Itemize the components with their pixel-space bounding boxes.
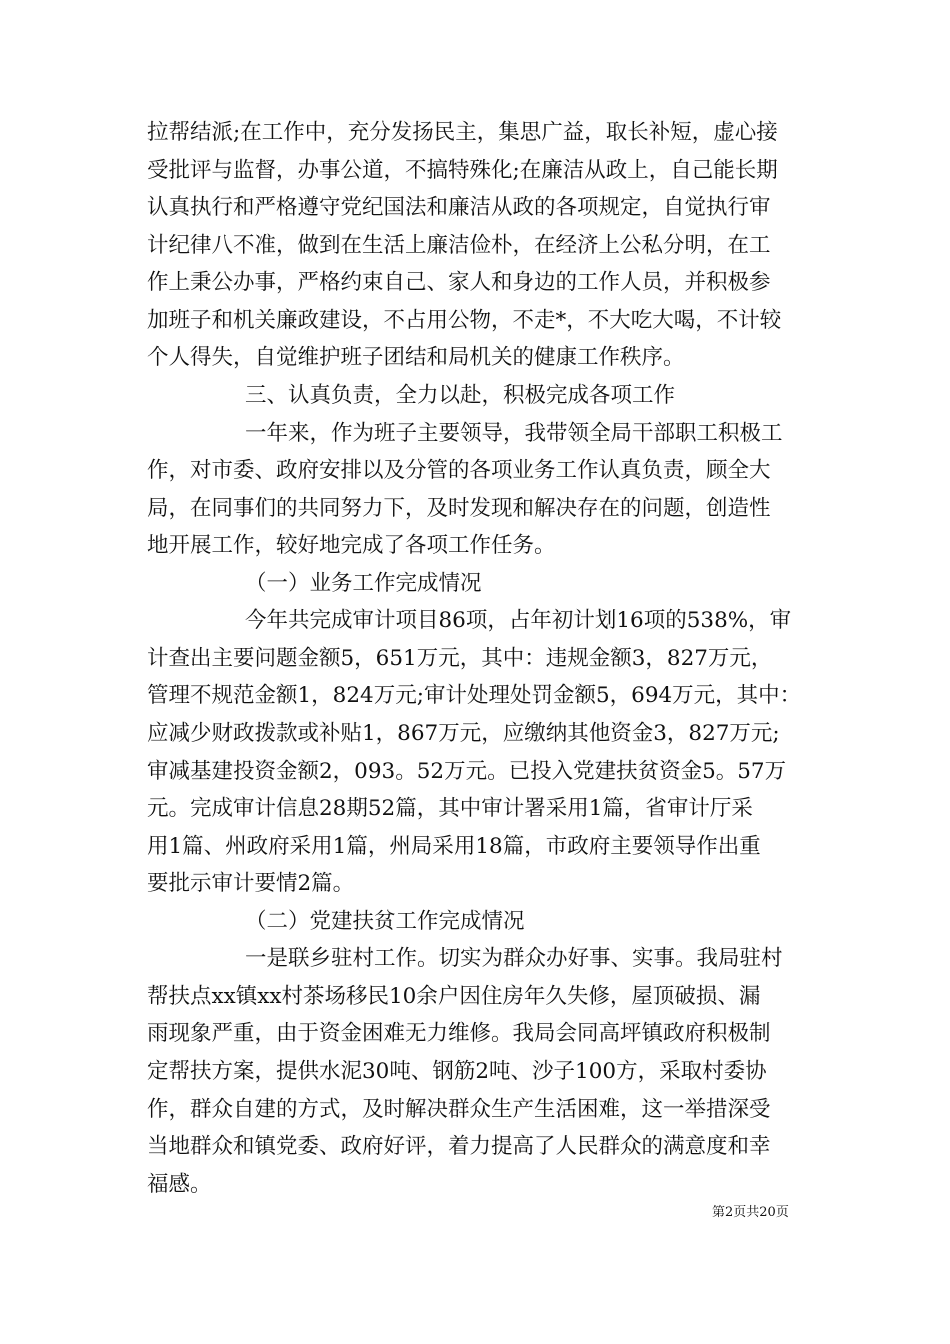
text-line: 受批评与监督，办事公道，不搞特殊化;在廉洁从政上，自己能长期	[147, 158, 778, 183]
text-line: 应减少财政拨款或补贴1，867万元，应缴纳其他资金3，827万元;	[147, 721, 780, 746]
text-line: 拉帮结派;在工作中，充分发扬民主，集思广益，取长补短，虚心接	[147, 120, 778, 145]
text-line: 要批示审计要情2篇。	[147, 871, 355, 896]
text-line: 加班子和机关廉政建设，不占用公物，不走*，不大吃大喝，不计较	[147, 308, 782, 333]
text-line: 用1篇、州政府采用1篇，州局采用18篇，市政府主要领导作出重	[147, 834, 761, 859]
page-number: 第2页共20页	[712, 1205, 789, 1220]
text-line: 元。完成审计信息28期52篇，其中审计署采用1篇，省审计厅采	[147, 796, 753, 821]
text-line: 管理不规范金额1，824万元;审计处理处罚金额5，694万元，其中：	[147, 683, 802, 708]
subsection-heading: （二）党建扶贫工作完成情况	[245, 909, 525, 934]
text-line: 个人得失，自觉维护班子团结和局机关的健康工作秩序。	[147, 345, 685, 370]
subsection-heading: （一）业务工作完成情况	[245, 571, 482, 596]
text-line: 局，在同事们的共同努力下，及时发现和解决存在的问题，创造性	[147, 496, 771, 521]
text-line: 作，对市委、政府安排以及分管的各项业务工作认真负责，顾全大	[147, 458, 771, 483]
text-line: 今年共完成审计项目86项，占年初计划16项的538%，审	[245, 608, 792, 633]
text-line: 作，群众自建的方式，及时解决群众生产生活困难，这一举措深受	[147, 1097, 771, 1122]
text-line: 一年来，作为班子主要领导，我带领全局干部职工积极工	[245, 421, 783, 446]
text-line: 雨现象严重，由于资金困难无力维修。我局会同高坪镇政府积极制	[147, 1021, 771, 1046]
text-line: 一是联乡驻村工作。切实为群众办好事、实事。我局驻村	[245, 946, 783, 971]
text-line: 当地群众和镇党委、政府好评，着力提高了人民群众的满意度和幸	[147, 1134, 771, 1159]
text-line: 认真执行和严格遵守党纪国法和廉洁从政的各项规定，自觉执行审	[147, 195, 771, 220]
text-line: 定帮扶方案，提供水泥30吨、钢筋2吨、沙子100方，采取村委协	[147, 1059, 767, 1084]
text-line: 福感。	[147, 1172, 212, 1197]
text-line: 作上秉公办事，严格约束自己、家人和身边的工作人员，并积极参	[147, 270, 771, 295]
section-heading: 三、认真负责，全力以赴，积极完成各项工作	[245, 383, 676, 408]
text-line: 计查出主要问题金额5，651万元，其中：违规金额3，827万元，	[147, 646, 773, 671]
text-line: 计纪律八不准，做到在生活上廉洁俭朴，在经济上公私分明，在工	[147, 233, 771, 258]
text-line: 帮扶点xx镇xx村茶场移民10余户因住房年久失修，屋顶破损、漏	[147, 984, 761, 1009]
text-line: 审减基建投资金额2，093。52万元。已投入党建扶贫资金5。57万	[147, 759, 787, 784]
text-line: 地开展工作，较好地完成了各项工作任务。	[147, 533, 556, 558]
